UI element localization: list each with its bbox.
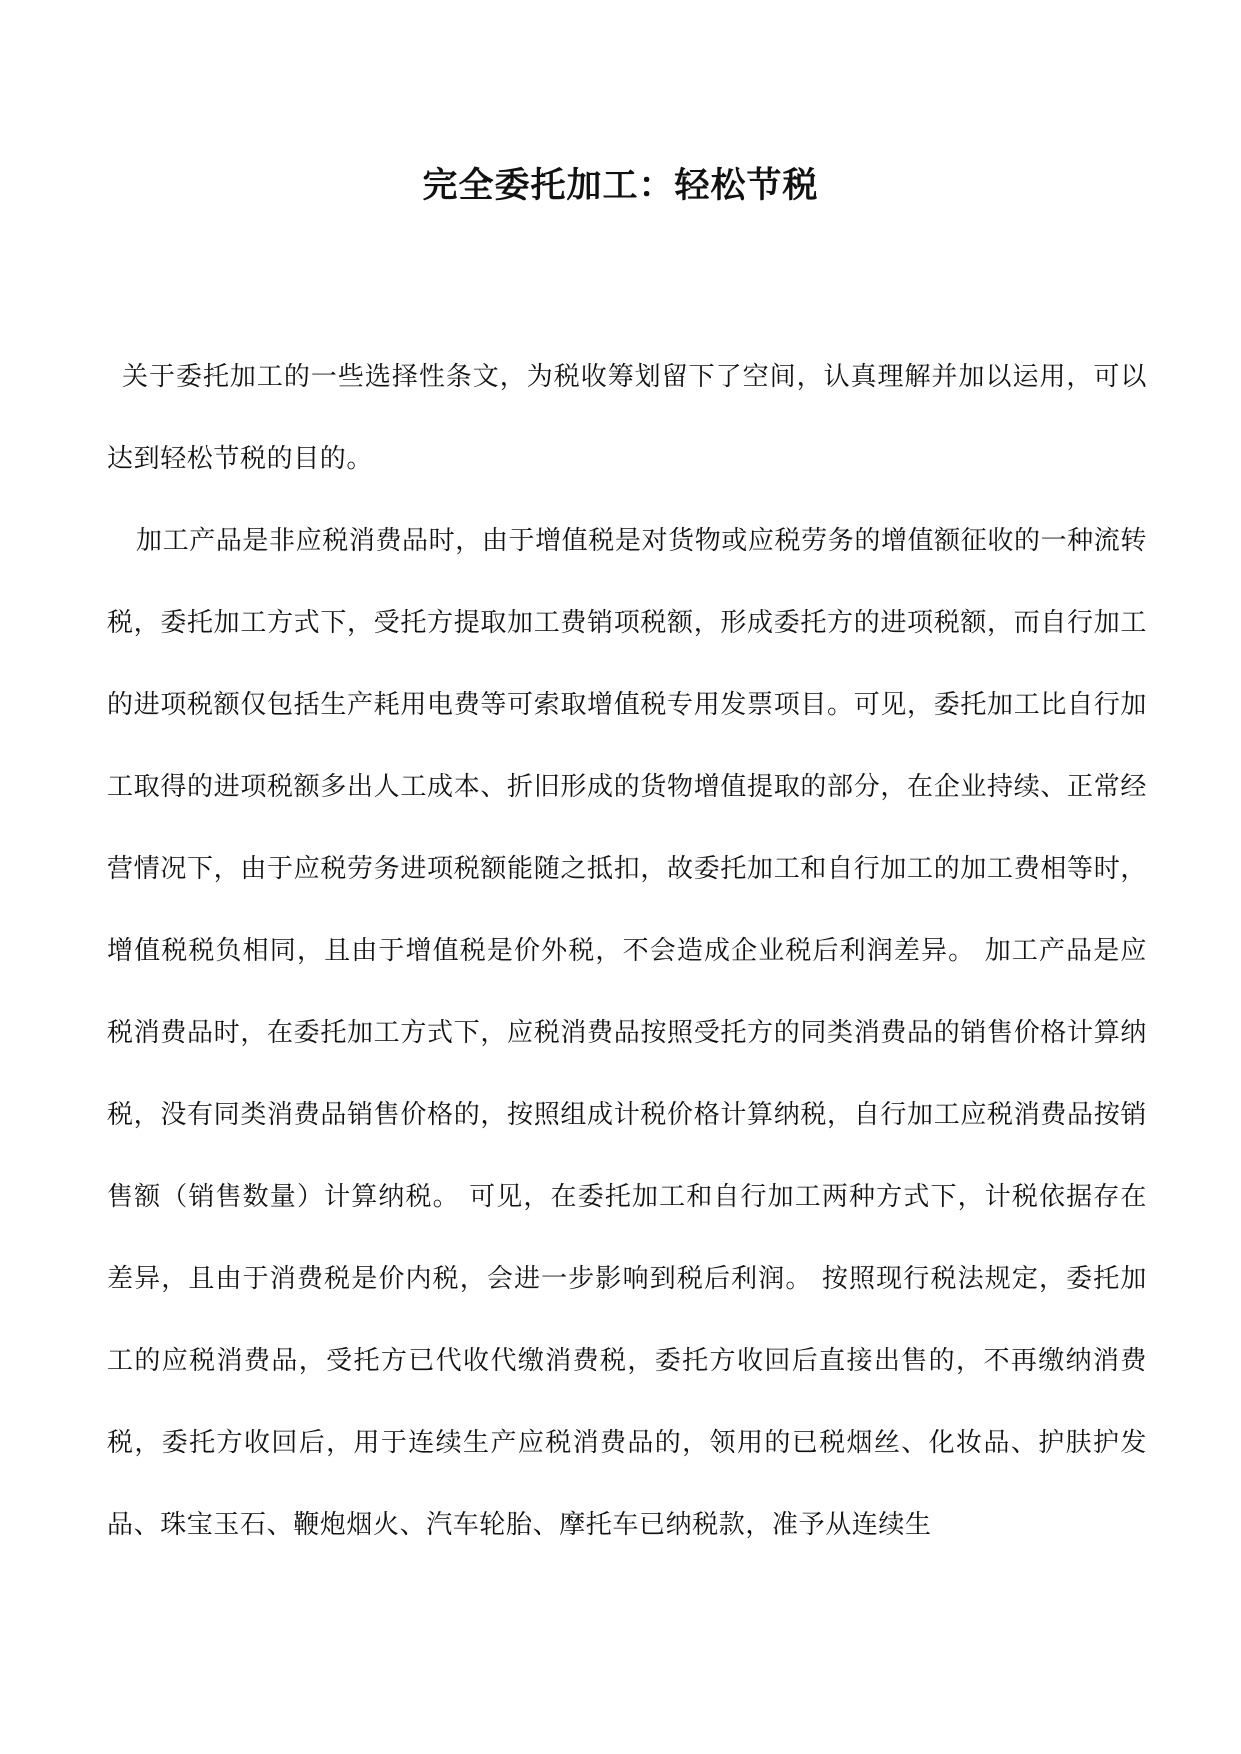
document-title: 完全委托加工：轻松节税 — [422, 166, 819, 206]
document-body — [107, 336, 1147, 1566]
paragraph-intro: 关于委托加工的一些选择性条文，为税收筹划留下了空间，认真理解并加以运用，可以达到轻松节税的目的。 — [107, 362, 1147, 474]
paragraph-main: 加工产品是非应税消费品时，由于增值税是对货物或应税劳务的增值额征收的一种流转税，委托加工方式下，受托方提取加工费销项税额，形成委托方的进项税额，而自行加工的进项税额仅包括生产耗用电费等可索取增值税专用发票项目。可见，委托加工比自行加工取得的进项税额多出人工成本、折旧形成的货物增值提取的部分，在企业持续、正常经营情况下，由于应税劳务进项税额能随之抵扣，故委托加工和自行加工的加工费相等时，增值税税负相同，且由于增值税是价外税，不会造成企业税后利润差异。 加工产品是应税消费品时，在委托加工方式下，应税消费品按照受托方的同类消费品的销售价格计算纳税，没有同类消费品销售价格的，按照组成计税价格计算纳税，自行加工应税消费品按销售额（销售数量）计算纳税。 可见，在委托加工和自行加工两种方式下，计税依据存在差异，且由于消费税是价内税，会进一步影响到税后利润。 按照现行税法规定，委托加工的应税消费品，受托方已代收代缴消费税，委托方收回后直接出售的，不再缴纳消费税，委托方收回后，用于连续生产应税消费品的，领用的已税烟丝、化妆品、护肤护发品、珠宝玉石、鞭炮烟火、汽车轮胎、摩托车已纳税款，准予从连续生 — [107, 526, 1147, 1540]
